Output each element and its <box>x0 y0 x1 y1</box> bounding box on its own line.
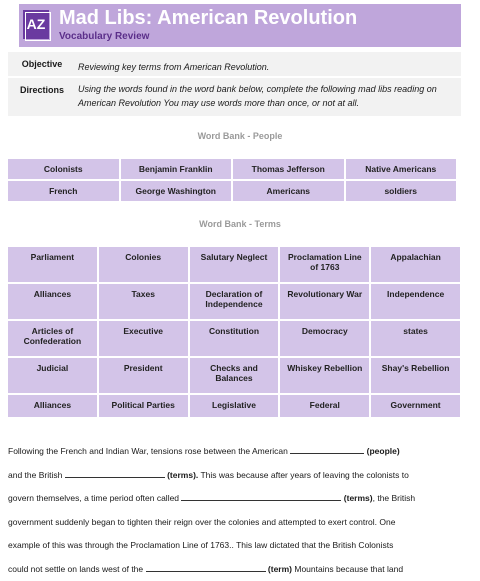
word-cell: soldiers <box>346 181 457 201</box>
blank-hint: (people) <box>367 446 400 456</box>
word-cell: states <box>371 321 460 356</box>
passage-text: This was because after years of leaving the colonists to <box>198 470 409 480</box>
word-cell: Articles of Confederation <box>8 321 97 356</box>
word-cell: Independence <box>371 284 460 319</box>
word-cell: Americans <box>233 181 344 201</box>
worksheet-title: Mad Libs: American Revolution <box>59 7 357 30</box>
worksheet-subtitle: Vocabulary Review <box>59 31 149 42</box>
word-cell: Appalachian <box>371 247 460 282</box>
worksheet-header <box>19 4 461 47</box>
directions-label: Directions <box>12 85 72 95</box>
blank-hint: (terms). <box>167 470 198 480</box>
answer-blank[interactable] <box>146 562 266 572</box>
word-cell: Democracy <box>280 321 369 356</box>
blank-hint: (term) <box>268 564 292 574</box>
word-cell: Federal <box>280 395 369 417</box>
table-row <box>8 284 460 319</box>
people-word-bank <box>6 157 458 203</box>
word-cell: Salutary Neglect <box>190 247 279 282</box>
passage-line: government suddenly began to tighten their reign over the colonies and attempted to exert control. One <box>8 511 468 535</box>
directions-text: Using the words found in the word bank below, complete the following mad libs reading on American Revolution You may use words more than once, or not at all. <box>78 82 448 110</box>
passage-line: example of this was through the Proclamation Line of 1763.. This law dictated that the British Colonists <box>8 534 468 558</box>
word-cell: Checks and Balances <box>190 358 279 393</box>
word-cell: Government <box>371 395 460 417</box>
word-cell: President <box>99 358 188 393</box>
word-cell: Political Parties <box>99 395 188 417</box>
passage-text: , the British <box>373 493 416 503</box>
table-row <box>8 321 460 356</box>
table-row <box>8 395 460 417</box>
word-cell: Native Americans <box>346 159 457 179</box>
passage-text: and the British <box>8 470 62 480</box>
passage-text: Mountains because that land <box>292 564 403 574</box>
word-cell: George Washington <box>121 181 232 201</box>
word-cell: Benjamin Franklin <box>121 159 232 179</box>
people-bank-title: Word Bank - People <box>0 131 480 141</box>
table-row <box>8 159 456 179</box>
objective-label: Objective <box>12 59 72 69</box>
word-cell: Judicial <box>8 358 97 393</box>
objective-row <box>8 52 461 76</box>
mad-libs-passage <box>8 440 468 581</box>
passage-text: could not settle on lands west of the <box>8 564 143 574</box>
word-cell: Executive <box>99 321 188 356</box>
az-logo: AZ <box>23 10 49 39</box>
word-cell: Constitution <box>190 321 279 356</box>
passage-line <box>8 464 468 488</box>
word-cell: French <box>8 181 119 201</box>
word-cell: Revolutionary War <box>280 284 369 319</box>
passage-line <box>8 487 468 511</box>
word-cell: Declaration of Independence <box>190 284 279 319</box>
word-cell: Thomas Jefferson <box>233 159 344 179</box>
blank-hint: (terms) <box>344 493 373 503</box>
answer-blank[interactable] <box>65 468 165 478</box>
table-row <box>8 358 460 393</box>
passage-text: govern themselves, a time period often called <box>8 493 179 503</box>
word-cell: Legislative <box>190 395 279 417</box>
table-row <box>8 247 460 282</box>
terms-bank-title: Word Bank - Terms <box>0 219 480 229</box>
word-cell: Alliances <box>8 395 97 417</box>
passage-text: Following the French and Indian War, tensions rose between the American <box>8 446 288 456</box>
directions-row <box>8 78 461 116</box>
word-cell: Colonies <box>99 247 188 282</box>
answer-blank[interactable] <box>290 444 364 454</box>
answer-blank[interactable] <box>181 491 341 501</box>
word-cell: Whiskey Rebellion <box>280 358 369 393</box>
word-cell: Proclamation Line of 1763 <box>280 247 369 282</box>
objective-text: Reviewing key terms from American Revolution. <box>78 60 448 74</box>
word-cell: Colonists <box>8 159 119 179</box>
word-cell: Taxes <box>99 284 188 319</box>
word-cell: Alliances <box>8 284 97 319</box>
terms-word-bank <box>6 245 462 419</box>
word-cell: Parliament <box>8 247 97 282</box>
table-row <box>8 181 456 201</box>
passage-line <box>8 440 468 464</box>
passage-line <box>8 558 468 581</box>
word-cell: Shay's Rebellion <box>371 358 460 393</box>
